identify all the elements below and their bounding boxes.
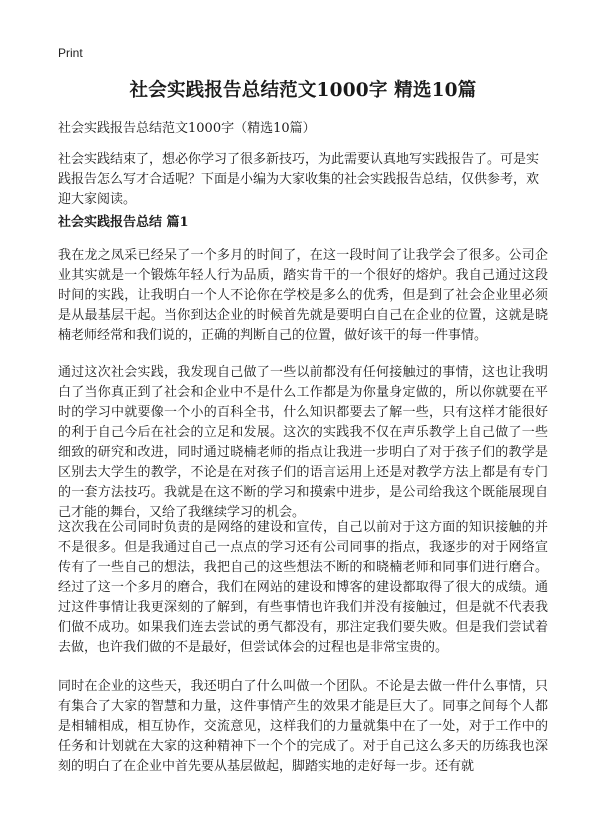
body-paragraph-1: 我在龙之凤采已经呆了一个多月的时间了，在这一段时间了让我学会了很多。公司企业其实就是一个锻炼年轻人行为品质，踏实肯干的一个很好的熔炉。我自己通过这段时间的实践，让我明白一个人不论你在学校是多么的优秀，但是到了社会企业里必须是从最基层干起。当你到达企业的时候首先就是要明白自己在企业的位置，这就是晓楠老师经常和我们说的，正确的判断自己的位置，做好该干的每一件事情。 bbox=[58, 248, 548, 343]
body-paragraph-3: 这次我在公司同时负责的是网络的建设和宣传，自己以前对于这方面的知识接触的并不是很多。但是我通过自己一点点的学习还有公司同事的指点，我逐步的对于网络宣传有了一些自己的想法，我把自己的这些想法不断的和晓楠老师和同事们进行磨合。经过了这一个多月的磨合，我们在网站的建设和博客的建设都取得了很大的成绩。通过这件事情让我更深刻的了解到，有些事情也许我们并没有接触过，但是就不代表我们做不成功。如果我们连去尝试的勇气都没有，那注定我们要失败。但是我们尝试着去做，也许我们做的不是最好，但尝试体会的过程也是非常宝贵的。 bbox=[58, 520, 548, 655]
intro-paragraph: 社会实践结束了，想必你学习了很多新技巧，为此需要认真地写实践报告了。可是实践报告怎么写才合适呢？下面是小编为大家收集的社会实践报告总结，仅供参考，欢迎大家阅读。 bbox=[58, 152, 540, 207]
document-subtitle: 社会实践报告总结范文1000字（精选10篇） bbox=[58, 121, 316, 136]
body-paragraph-2: 通过这次社会实践，我发现自己做了一些以前都没有任何接触过的事情，这也让我明白了当你真正到了社会和企业中不是什么工作都是为你量身定做的，所以你就要在平时的学习中就要像一个小的百科全书，什么知识都要去了解一些，只有这样才能很好的利于自己今后在社会的立足和发展。这次的实践我不仅在声乐教学上自己做了一些细致的研究和改进，同时通过晓楠老师的指点让我进一步明白了对于孩子们的教学是区别去大学生的教学，不论是在对孩子们的语言运用上还是对教学方法上都是有专门的一套方法技巧。我就是在这不断的学习和摸索中进步，是公司给我这个既能展现自己才能的舞台，又给了我继续学习的机会。 bbox=[58, 365, 548, 520]
print-link[interactable]: Print bbox=[58, 46, 83, 60]
page-title: 社会实践报告总结范文1000字 精选10篇 bbox=[129, 80, 477, 101]
section-heading: 社会实践报告总结 篇1 bbox=[58, 215, 189, 230]
body-paragraph-4: 同时在企业的这些天，我还明白了什么叫做一个团队。不论是去做一件什么事情，只有集合了大家的智慧和力量，这件事情产生的效果才能是巨大了。同事之间每个人都是相辅相成，相互协作，交流意见，这样我们的力量就集中在了一处，对于工作中的任务和计划就在大家的这种精神下一个个的完成了。对于自己这么多天的历练我也深刻的明白了在企业中首先要从基层做起，脚踏实地的走好每一步。还有就 bbox=[58, 679, 548, 774]
